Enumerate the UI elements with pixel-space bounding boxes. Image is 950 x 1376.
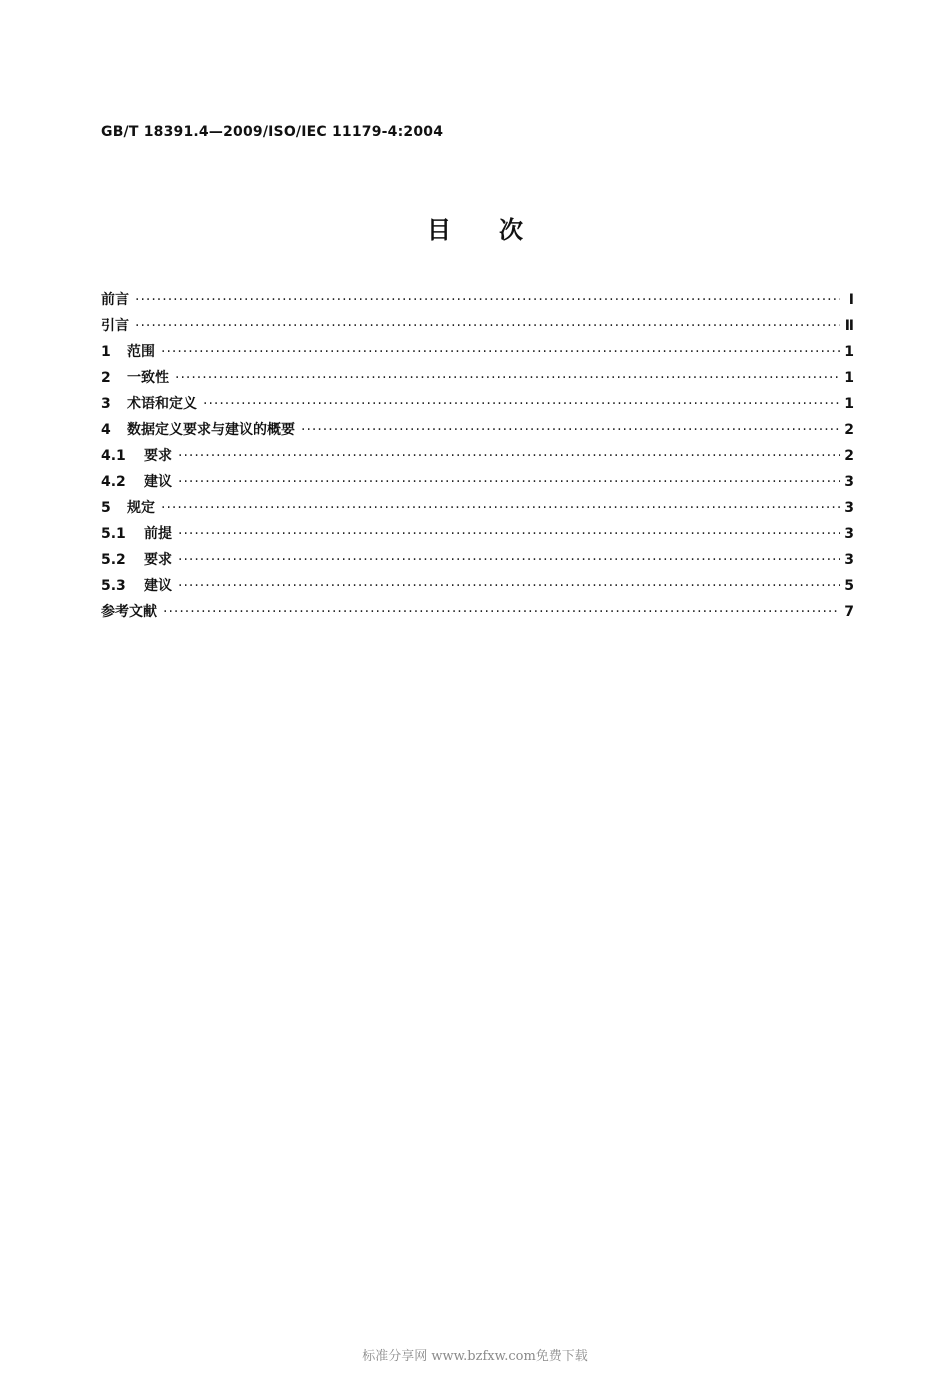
toc-dot-leader [163, 604, 840, 620]
toc-entry[interactable] [101, 601, 854, 627]
page-title: 目次 [427, 216, 571, 244]
toc-entry-number: 1 [101, 344, 111, 360]
toc-entry-label: 规定 [127, 500, 155, 516]
toc-entry-page: Ⅰ [848, 292, 854, 308]
toc-entry-label: 要求 [144, 552, 172, 568]
toc-entry-label: 术语和定义 [127, 396, 197, 412]
toc-dot-leader [135, 318, 840, 334]
toc-dot-leader [301, 422, 840, 438]
toc-entry-number: 5.3 [101, 578, 126, 594]
standard-number: GB/T 18391.4—2009/ISO/IEC 11179-4:2004 [101, 124, 444, 140]
toc-dot-leader [178, 474, 840, 490]
toc-entry[interactable] [101, 367, 854, 393]
toc-entry[interactable] [101, 549, 854, 575]
toc-entry-page: 3 [844, 474, 854, 490]
toc-entry-number: 4.2 [101, 474, 126, 490]
toc-entry-number: 2 [101, 370, 111, 386]
toc-dot-leader [161, 344, 840, 360]
toc-entry-label: 引言 [101, 318, 129, 334]
toc-entry-number: 3 [101, 396, 111, 412]
toc-entry-page: 2 [844, 422, 854, 438]
toc-entry-number: 4.1 [101, 448, 126, 464]
toc-entry[interactable] [101, 523, 854, 549]
toc-dot-leader [178, 578, 840, 594]
toc-dot-leader [178, 526, 840, 542]
toc-entry-page: 5 [844, 578, 854, 594]
toc-entry[interactable] [101, 341, 854, 367]
toc-entry[interactable] [101, 575, 854, 601]
toc-entry[interactable] [101, 289, 854, 315]
toc-entry-page: 1 [844, 344, 854, 360]
toc-entry-label: 建议 [144, 474, 172, 490]
toc-entry-label: 范围 [127, 344, 155, 360]
toc-entry-page: Ⅱ [844, 318, 854, 334]
toc-dot-leader [203, 396, 840, 412]
toc-dot-leader [178, 448, 840, 464]
footer-watermark: 标准分享网 www.bzfxw.com免费下载 [362, 1349, 588, 1364]
toc-entry[interactable] [101, 497, 854, 523]
toc-entry-label: 数据定义要求与建议的概要 [127, 422, 295, 438]
table-of-contents [101, 289, 854, 627]
toc-dot-leader [175, 370, 840, 386]
toc-entry-label: 要求 [144, 448, 172, 464]
toc-entry-page: 1 [844, 396, 854, 412]
toc-entry-page: 2 [844, 448, 854, 464]
toc-entry-page: 7 [844, 604, 854, 620]
toc-entry-label: 前提 [144, 526, 172, 542]
toc-entry-label: 参考文献 [101, 604, 157, 620]
toc-entry-number: 5.1 [101, 526, 126, 542]
toc-entry[interactable] [101, 393, 854, 419]
toc-dot-leader [135, 292, 840, 308]
toc-dot-leader [178, 552, 840, 568]
toc-entry[interactable] [101, 471, 854, 497]
toc-entry[interactable] [101, 315, 854, 341]
toc-dot-leader [161, 500, 840, 516]
toc-entry-page: 3 [844, 500, 854, 516]
toc-entry-label: 一致性 [127, 370, 169, 386]
toc-entry-label: 前言 [101, 292, 129, 308]
toc-entry-number: 4 [101, 422, 111, 438]
toc-entry-page: 3 [844, 552, 854, 568]
toc-entry-label: 建议 [144, 578, 172, 594]
toc-entry-page: 3 [844, 526, 854, 542]
toc-entry[interactable] [101, 445, 854, 471]
toc-entry-number: 5.2 [101, 552, 126, 568]
toc-entry-page: 1 [844, 370, 854, 386]
toc-entry[interactable] [101, 419, 854, 445]
toc-entry-number: 5 [101, 500, 111, 516]
